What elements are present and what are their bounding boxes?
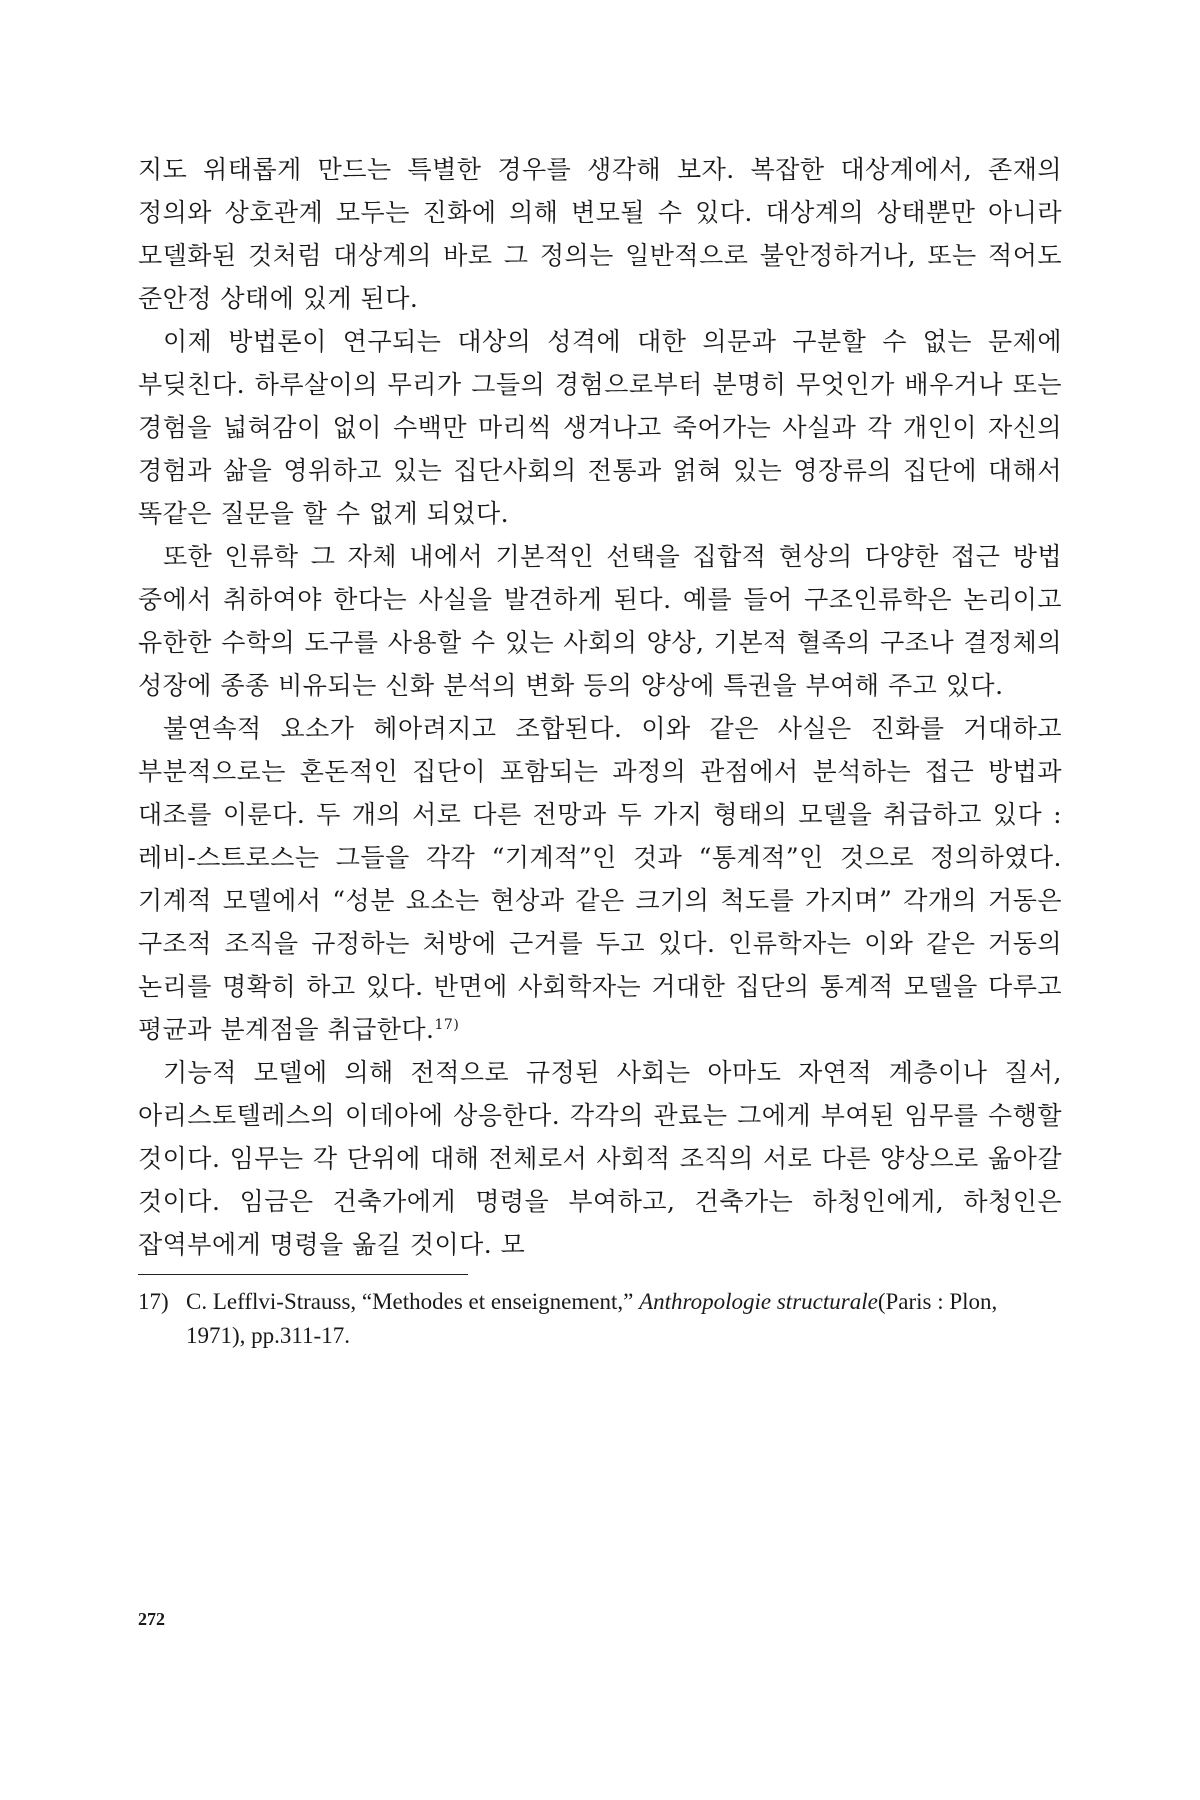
paragraph-5: 기능적 모델에 의해 전적으로 규정된 사회는 아마도 자연적 계층이나 질서, 아리스토텔레스의 이데아에 상응한다. 각각의 관료는 그에게 부여된 임무를 수행할 것이다. 임무는 각 단위에 대해 전체로서 사회적 조직의 서로 다른 양상으로 옮아갈 것이다. 임금은 건축가에게 명령을 부여하고, 건축가는 하청인에게, 하청인은 잡역부에게 명령을 옮길 것이다. 모 [138,1058,1062,1259]
footnote-number: 17) [138,1289,169,1314]
footnote-book-title-2: structurale [776,1289,878,1314]
paragraph-3: 또한 인류학 그 자체 내에서 기본적인 선택을 집합적 현상의 다양한 접근 방법 중에서 취하여야 한다는 사실을 발견하게 된다. 예를 들어 구조인류학은 논리이고 유한한 수학의 도구를 사용할 수 있는 사회의 양상, 기본적 혈족의 구조나 결정체의 성장에 종종 비유되는 신화 분석의 변화 등의 양상에 특권을 부여해 주고 있다. [138,542,1062,700]
paragraph-4-text: 불연속적 요소가 헤아려지고 조합된다. 이와 같은 사실은 진화를 거대하고 부분적으로는 혼돈적인 집단이 포함되는 과정의 관점에서 분석하는 접근 방법과 대조를 이룬다. 두 개의 서로 다른 전망과 두 가지 형태의 모델을 취급하고 있다 : 레비-스트로스는 그들을 각각 “기계적”인 것과 “통계적”인 것으로 정의하였다. 기계적 모델에서 “성분 요소는 현상과 같은 크기의 척도를 가지며” 각개의 거동은 구조적 조직을 규정하는 처방에 근거를 두고 있다. 인류학자는 이와 같은 거동의 논리를 명확히 하고 있다. 반면에 사회학자는 거대한 집단의 통계적 모델을 다루고 평균과 분계점을 취급한다. [138,714,1062,1044]
page-body [138,148,1062,1353]
footnote-book-title: Anthropologie [639,1289,772,1314]
paragraph-2: 이제 방법론이 연구되는 대상의 성격에 대한 의문과 구분할 수 없는 문제에 부딪친다. 하루살이의 무리가 그들의 경험으로부터 분명히 무엇인가 배우거나 또는 경험을 넓혀감이 없이 수백만 마리씩 생겨나고 죽어가는 사실과 각 개인이 자신의 경험과 삶을 영위하고 있는 집단사회의 전통과 얽혀 있는 영장류의 집단에 대해서 똑같은 질문을 할 수 없게 되었다. [138,327,1062,528]
page-number: 272 [138,1609,165,1629]
paragraph-4 [138,707,1062,1051]
footnote-divider [138,1274,468,1275]
paragraph-1: 지도 위태롭게 만드는 특별한 경우를 생각해 보자. 복잡한 대상계에서, 존재의 정의와 상호관계 모두는 진화에 의해 변모될 수 있다. 대상계의 상태뿐만 아니라 모델화된 것처럼 대상계의 바로 그 정의는 일반적으로 불안정하거나, 또는 적어도 준안정 상태에 있게 된다. [138,155,1062,313]
footnote-citation: C. Lefflvi-Strauss, “Methodes et enseignement,” [186,1289,640,1314]
footnote-publication: (Paris : Plon, 1971), pp.311-17. [186,1289,998,1348]
footnote-reference: 17) [434,1017,460,1033]
footnote [138,1285,1062,1353]
